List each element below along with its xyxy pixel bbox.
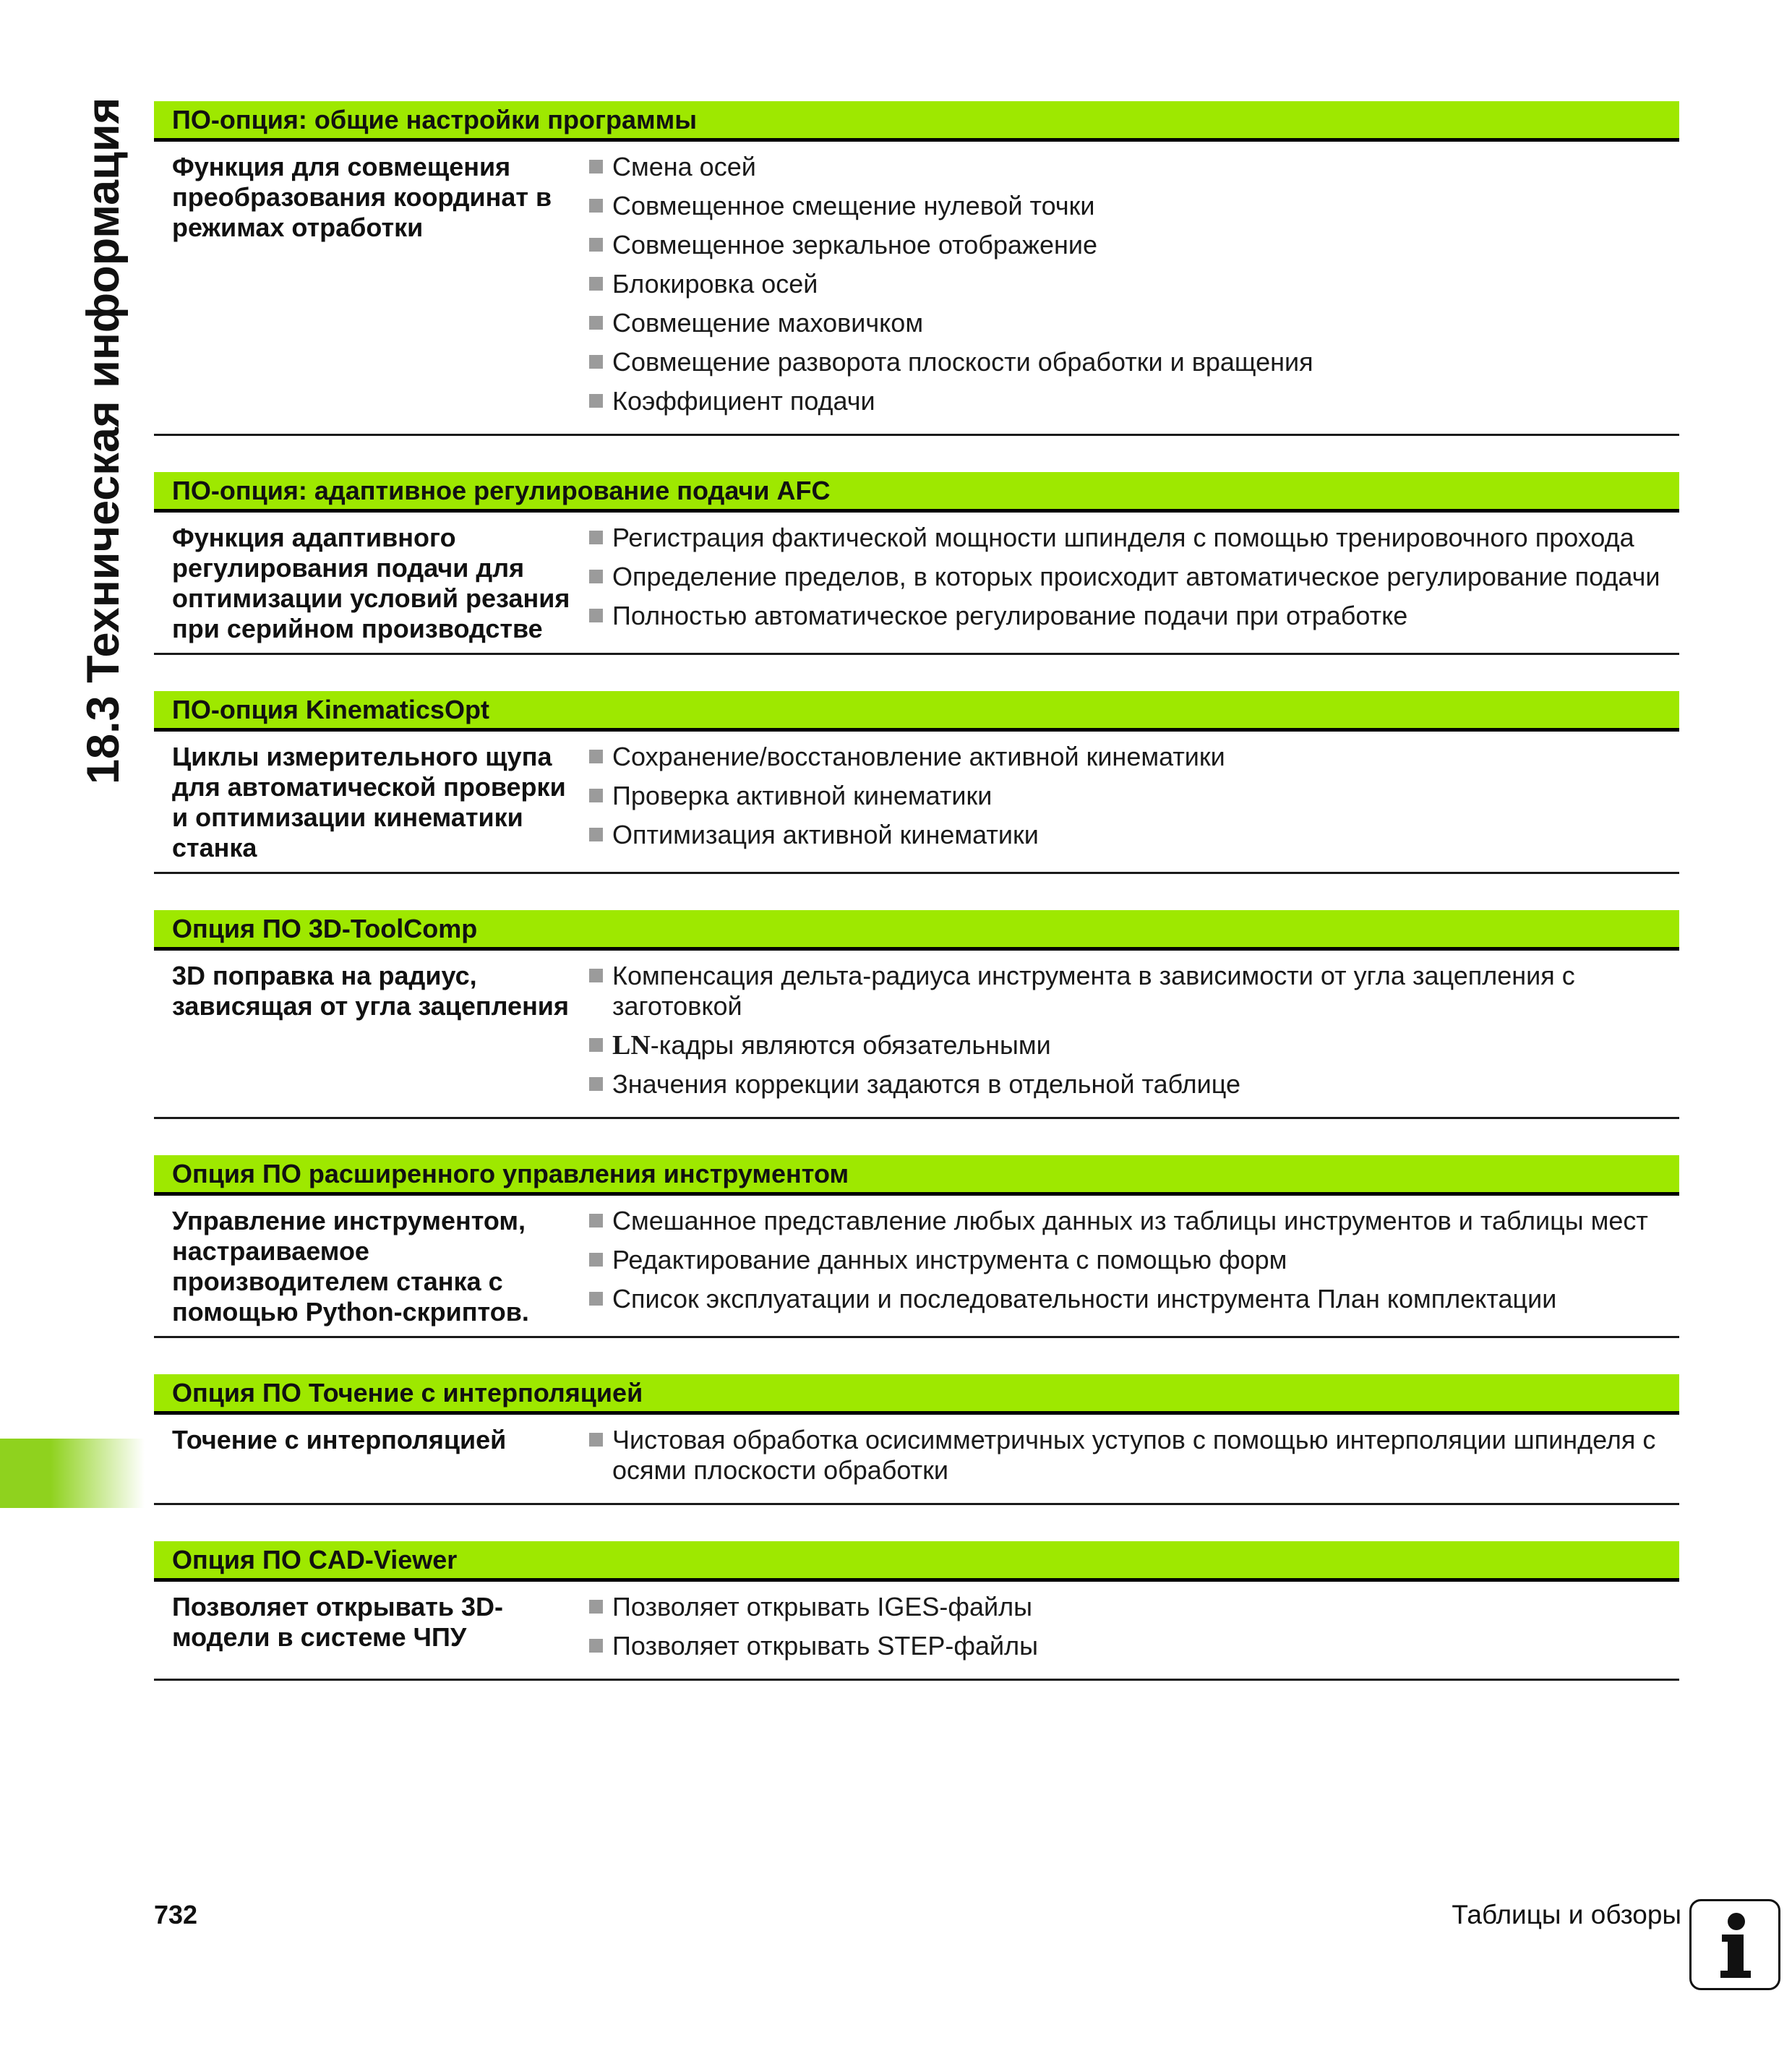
bullet-square-icon xyxy=(589,750,603,763)
feature-list xyxy=(588,523,1679,644)
feature-text: Сохранение/восстановление активной кинематики xyxy=(612,742,1225,771)
feature-item xyxy=(588,1030,1679,1061)
feature-item xyxy=(588,1206,1679,1236)
section-header: ПО-опция: адаптивное регулирование подачи AFC xyxy=(154,472,1679,513)
bullet-square-icon xyxy=(589,609,603,622)
feature-item xyxy=(588,152,1679,182)
bullet-square-icon xyxy=(589,1038,603,1052)
feature-item xyxy=(588,1631,1679,1661)
feature-text: Совмещенное смещение нулевой точки xyxy=(612,191,1095,220)
feature-item xyxy=(588,1245,1679,1275)
feature-list xyxy=(588,961,1679,1108)
side-chapter-title: 18.3 Техническая информация xyxy=(78,98,129,785)
feature-list xyxy=(588,1592,1679,1670)
section-description: Точение с интерполяцией xyxy=(172,1425,507,1454)
bullet-square-icon xyxy=(589,1253,603,1267)
feature-text: Определение пределов, в которых происходит автоматическое регулирование подачи xyxy=(612,562,1660,591)
section-body xyxy=(154,513,1679,655)
bullet-square-icon xyxy=(589,355,603,369)
option-section xyxy=(154,910,1679,1119)
feature-text: Регистрация фактической мощности шпинделя с помощью тренировочного прохода xyxy=(612,523,1634,552)
feature-text: Смешанное представление любых данных из таблицы инструментов и таблицы мест xyxy=(612,1206,1648,1235)
info-icon xyxy=(1689,1899,1780,1990)
section-description: Функция для совмещения преобразования координат в режимах отработки xyxy=(172,152,552,242)
bullet-square-icon xyxy=(589,1077,603,1091)
feature-text: Смена осей xyxy=(612,152,756,181)
feature-item xyxy=(588,386,1679,416)
option-section xyxy=(154,691,1679,874)
feature-item xyxy=(588,230,1679,260)
section-header: Опция ПО Точение с интерполяцией xyxy=(154,1374,1679,1415)
feature-text: Позволяет открывать STEP-файлы xyxy=(612,1631,1038,1661)
bullet-square-icon xyxy=(589,1600,603,1614)
option-section xyxy=(154,101,1679,436)
footer-chapter-title: Таблицы и обзоры xyxy=(1452,1900,1681,1929)
section-body xyxy=(154,1415,1679,1505)
bullet-square-icon xyxy=(589,238,603,252)
section-description: Циклы измерительного щупа для автоматической проверки и оптимизации кинематики станка xyxy=(172,742,566,862)
feature-text: LN-кадры являются обязательными xyxy=(612,1030,1051,1061)
info-glyph-icon xyxy=(1692,1901,1778,1988)
bullet-square-icon xyxy=(589,531,603,544)
section-body xyxy=(154,732,1679,874)
feature-item xyxy=(588,347,1679,377)
feature-item xyxy=(588,1425,1679,1486)
feature-text: Полностью автоматическое регулирование подачи при отработке xyxy=(612,601,1408,630)
feature-item xyxy=(588,601,1679,631)
feature-text: Совмещение маховичком xyxy=(612,308,924,338)
section-header: ПО-опция KinematicsOpt xyxy=(154,691,1679,732)
feature-text: Коэффициент подачи xyxy=(612,386,875,416)
feature-list xyxy=(588,742,1679,863)
feature-list xyxy=(588,152,1679,425)
option-section xyxy=(154,1541,1679,1681)
section-description: 3D поправка на радиус, зависящая от угла зацепления xyxy=(172,961,569,1021)
option-section xyxy=(154,472,1679,655)
page-number: 732 xyxy=(154,1900,198,1929)
feature-item xyxy=(588,523,1679,553)
feature-text: Проверка активной кинематики xyxy=(612,781,993,810)
section-header: Опция ПО CAD-Viewer xyxy=(154,1541,1679,1582)
feature-item xyxy=(588,308,1679,338)
feature-text: Чистовая обработка осисимметричных уступов с помощью интерполяции шпинделя с осями плоскости обработки xyxy=(612,1425,1656,1485)
feature-text: Позволяет открывать IGES-файлы xyxy=(612,1592,1032,1621)
feature-item xyxy=(588,269,1679,299)
section-header: ПО-опция: общие настройки программы xyxy=(154,101,1679,142)
feature-list xyxy=(588,1206,1679,1327)
feature-item xyxy=(588,961,1679,1021)
bullet-square-icon xyxy=(589,160,603,173)
feature-item xyxy=(588,781,1679,811)
chapter-tab-marker xyxy=(0,1439,145,1508)
section-header: Опция ПО расширенного управления инструментом xyxy=(154,1155,1679,1196)
section-body xyxy=(154,142,1679,436)
bullet-square-icon xyxy=(589,969,603,982)
options-content xyxy=(154,101,1679,1717)
feature-item xyxy=(588,562,1679,592)
feature-text: Список эксплуатации и последовательности инструмента План комплектации xyxy=(612,1284,1557,1314)
section-description: Управление инструментом, настраиваемое производителем станка с помощью Python-скриптов. xyxy=(172,1206,529,1327)
section-body xyxy=(154,951,1679,1119)
option-section xyxy=(154,1374,1679,1505)
feature-text: Оптимизация активной кинематики xyxy=(612,820,1039,849)
bullet-square-icon xyxy=(589,570,603,583)
bullet-square-icon xyxy=(589,1214,603,1227)
option-section xyxy=(154,1155,1679,1338)
bullet-square-icon xyxy=(589,828,603,841)
feature-text: Компенсация дельта-радиуса инструмента в зависимости от угла зацепления с заготовкой xyxy=(612,961,1575,1021)
section-description: Позволяет открывать 3D-модели в системе ЧПУ xyxy=(172,1592,504,1652)
feature-text: Совмещенное зеркальное отображение xyxy=(612,230,1098,260)
feature-list xyxy=(588,1425,1679,1494)
feature-item xyxy=(588,1069,1679,1100)
feature-text: Значения коррекции задаются в отдельной таблице xyxy=(612,1069,1241,1099)
section-description: Функция адаптивного регулирования подачи для оптимизации условий резания при серийном производстве xyxy=(172,523,570,643)
feature-text: Блокировка осей xyxy=(612,269,818,299)
feature-text: Редактирование данных инструмента с помощью форм xyxy=(612,1245,1287,1274)
feature-text: Совмещение разворота плоскости обработки и вращения xyxy=(612,347,1313,377)
section-body xyxy=(154,1582,1679,1681)
section-header: Опция ПО 3D-ToolComp xyxy=(154,910,1679,951)
bullet-square-icon xyxy=(589,1292,603,1306)
bullet-square-icon xyxy=(589,316,603,330)
bullet-square-icon xyxy=(589,277,603,291)
feature-item xyxy=(588,742,1679,772)
feature-item xyxy=(588,1284,1679,1314)
bullet-square-icon xyxy=(589,394,603,408)
bullet-square-icon xyxy=(589,789,603,802)
section-body xyxy=(154,1196,1679,1338)
feature-item xyxy=(588,820,1679,850)
bullet-square-icon xyxy=(589,1639,603,1653)
feature-item xyxy=(588,1592,1679,1622)
bullet-square-icon xyxy=(589,199,603,213)
feature-item xyxy=(588,191,1679,221)
bullet-square-icon xyxy=(589,1433,603,1447)
